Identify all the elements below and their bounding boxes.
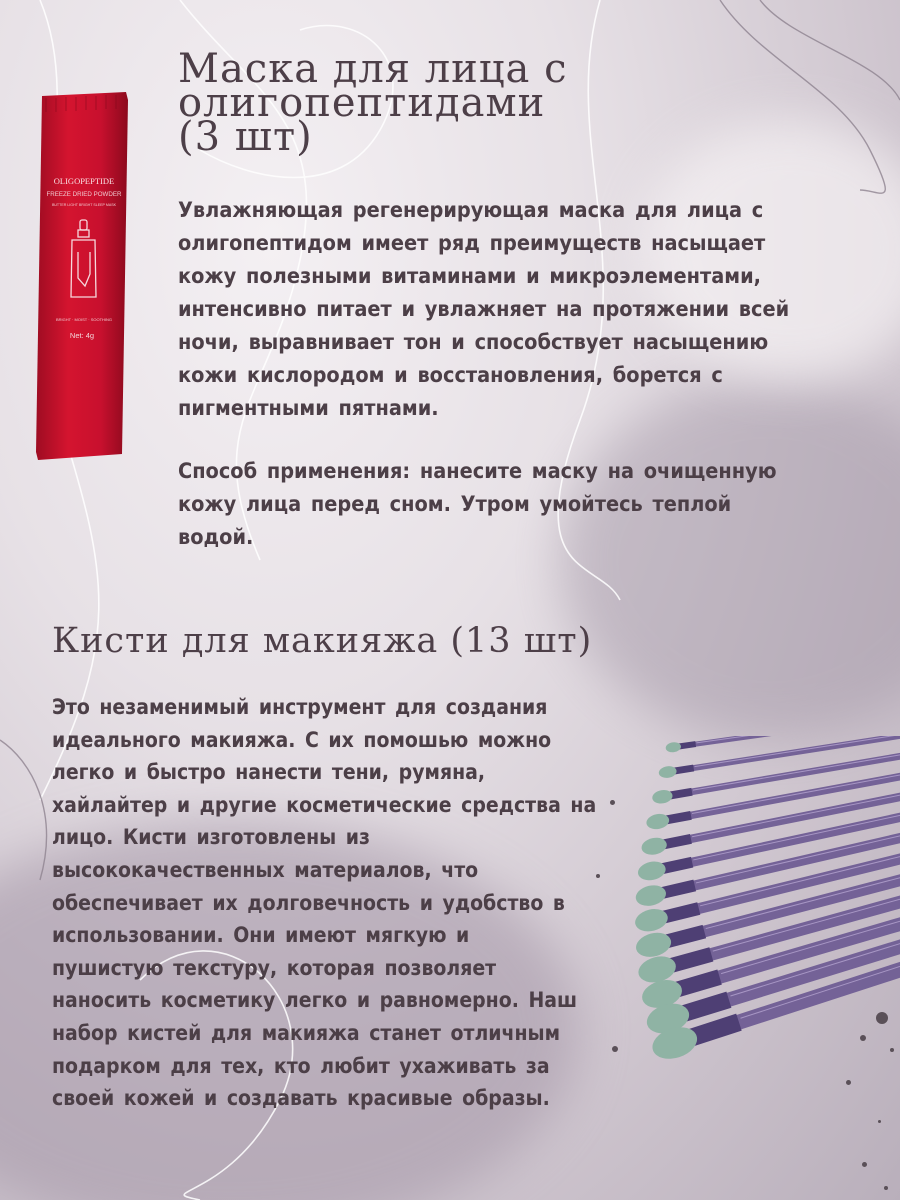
- mask-description-line: кожи кислородом и восстановления, борется с: [178, 363, 723, 388]
- brushes-description-line: лицо. Кисти изготовлены из: [52, 825, 371, 850]
- makeup-brush: [648, 928, 900, 1064]
- brushes-description: [52, 691, 596, 1115]
- sachet-small-print: BUTTER LIGHT BRIGHT SLEEP MASK: [51, 203, 117, 207]
- mask-description-line: пигментными пятнами.: [178, 396, 439, 421]
- mask-description-line: ночи, выравнивает тон и способствует насыщению: [178, 330, 769, 355]
- mask-title-line: олигопептидами: [178, 80, 546, 126]
- decorative-dot: [612, 1046, 618, 1052]
- sachet-subtitle: FREEZE DRIED POWDER: [46, 191, 122, 198]
- mask-usage: [178, 455, 777, 554]
- brushes-description-line: идеального макияжа. С их помошью можно: [52, 727, 552, 752]
- brushes-description-line: обеспечивает их долговечность и удобство в: [52, 890, 565, 915]
- sachet-brand: OLIGOPEPTIDE: [53, 176, 115, 186]
- brushes-description-line: пушистую текстуру, которая позволяет: [52, 955, 497, 980]
- sachet-net-weight: Net: 4g: [69, 331, 95, 340]
- makeup-brushes-image: [628, 736, 900, 1086]
- decorative-dot: [876, 1012, 888, 1024]
- mask-description-line: интенсивно питает и увлажняет на протяжении всей: [178, 297, 790, 322]
- brushes-description-line: своей кожей и создавать красивые образы.: [52, 1086, 550, 1111]
- background-shade: [560, 380, 900, 740]
- brushes-description-line: использовании. Они имеют мягкую и: [52, 923, 470, 948]
- decorative-dot: [610, 800, 615, 805]
- brushes-description-line: набор кистей для макияжа станет отличным: [52, 1020, 561, 1045]
- decorative-dot: [860, 1035, 866, 1041]
- decorative-dot: [596, 874, 600, 878]
- mask-usage-line: Способ применения: нанесите маску на очищенную: [178, 459, 777, 484]
- decorative-dot: [846, 1080, 851, 1085]
- sachet-features: BRIGHT · MOIST · SOOTHING: [55, 317, 113, 322]
- brushes-description-line: хайлайтер и другие косметические средства на: [52, 792, 597, 817]
- brushes-description-line: Это незаменимый инструмент для создания: [52, 695, 548, 719]
- mask-title-line: Маска для лица с: [178, 46, 568, 92]
- brushes-description-line: высококачественных материалов, что: [52, 857, 479, 882]
- decorative-dot: [878, 1120, 881, 1123]
- brushes-description-line: наносить косметику легко и равномерно. Наш: [52, 988, 578, 1013]
- mask-description-line: олигопептидом имеет ряд преимуществ насыщает: [178, 231, 766, 256]
- mask-description: [178, 194, 789, 425]
- mask-sachet-image: [36, 92, 130, 462]
- decorative-dot: [884, 1186, 888, 1190]
- mask-description-line: кожу полезными витаминами и микроэлементами,: [178, 264, 762, 289]
- brushes-description-line: подарком для тех, кто любит ухаживать за: [52, 1053, 550, 1078]
- decorative-dot: [862, 1162, 867, 1167]
- mask-title-line: (3 шт): [178, 114, 313, 160]
- mask-description-line: Увлажняющая регенерирующая маска для лица с: [178, 198, 764, 223]
- mask-title: [178, 46, 568, 160]
- mask-usage-line: кожу лица перед сном. Утром умойтесь теплой: [178, 492, 732, 517]
- mask-usage-line: водой.: [178, 525, 254, 550]
- decorative-dot: [890, 1048, 894, 1052]
- brushes-description-line: легко и быстро нанести тени, румяна,: [52, 760, 486, 785]
- brushes-title: Кисти для макияжа (13 шт): [52, 621, 593, 661]
